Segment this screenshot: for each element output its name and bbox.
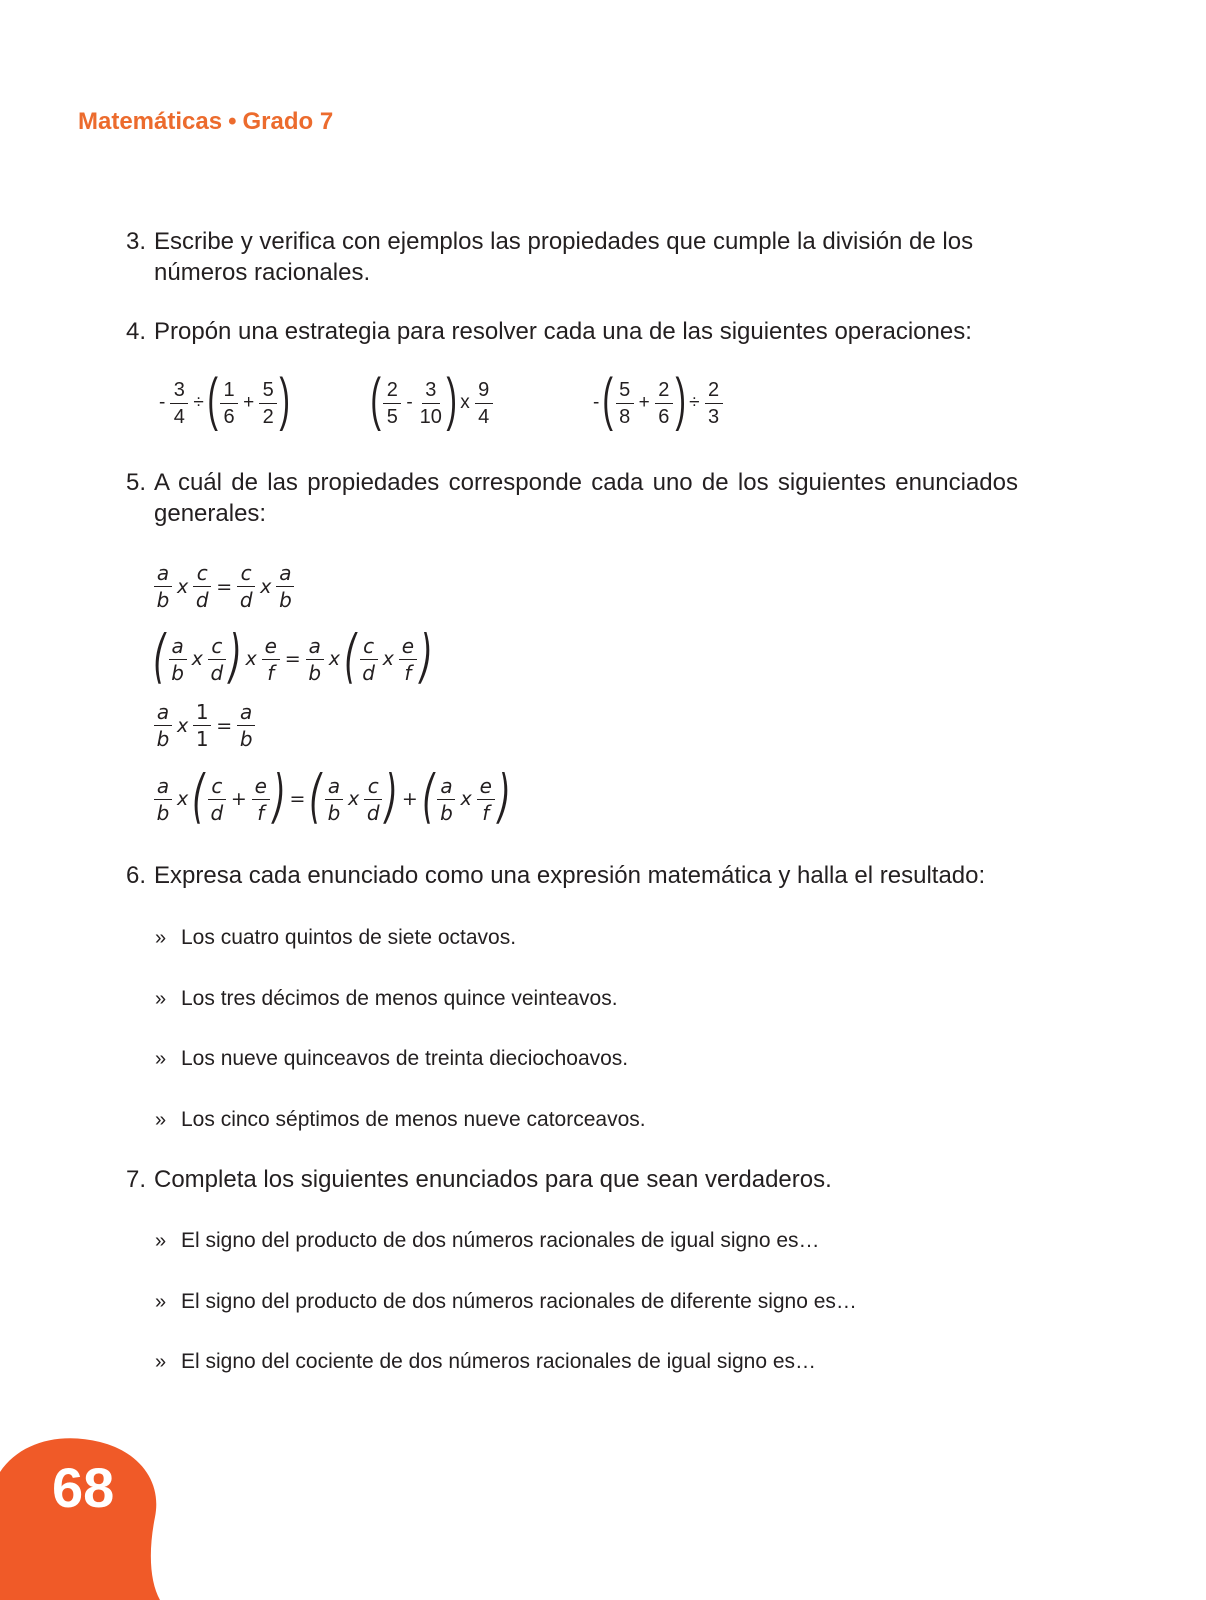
operator: x [460, 392, 470, 413]
question-number: 6. [126, 862, 147, 889]
question-3 [126, 226, 1026, 288]
operation-c [590, 367, 725, 432]
question-text: Propón una estrategia para resolver cada una de las siguientes operaciones: [154, 318, 972, 345]
operator: + [638, 392, 650, 413]
property-distributive: $\frac{a}{b}$ x ( $\frac{c}{d}$ + $\frac{e}{f}$ ) = ( $\frac{a}{b}$ x $\frac{c}{d}$ ) + ( $\frac{a}{b}$ x $\frac{e}{f}$ ) [152, 770, 511, 828]
list-item: » Los tres décimos de menos quince veinteavos. [155, 987, 618, 1010]
list-item: » Los cinco séptimos de menos nueve catorceavos. [155, 1108, 646, 1131]
question-number: 3. [126, 228, 147, 255]
fraction: $\frac{3}{10}$ [419, 378, 442, 428]
question-text: Completa los siguientes enunciados para que sean verdaderos. [154, 1166, 832, 1193]
minus-sign: - [159, 392, 166, 413]
question-6 [126, 860, 1026, 891]
left-paren: ( [602, 367, 614, 432]
operation-b [370, 367, 495, 432]
fraction: $\frac{2}{5}$ [383, 380, 401, 427]
fraction: $\frac{3}{4}$ [170, 380, 188, 427]
question-7 [126, 1164, 1026, 1195]
fraction: $\frac{1}{6}$ [220, 380, 238, 427]
right-paren: ) [279, 367, 291, 432]
list-item: » Los nueve quinceavos de treinta dieciochoavos. [155, 1047, 629, 1070]
operator: ÷ [689, 392, 700, 413]
fraction: $\frac{2}{6}$ [655, 380, 673, 427]
question-text: A cuál de las propiedades corresponde cada uno de los siguientes enunciados generales: [154, 469, 1018, 527]
list-item: » Los cuatro quintos de siete octavos. [155, 926, 517, 949]
fraction: $\frac{5}{2}$ [259, 380, 277, 427]
right-paren: ) [675, 367, 686, 432]
property-associative: ( $\frac{a}{b}$ x $\frac{c}{d}$ ) x $\frac{e}{f}$ = $\frac{a}{b}$ x ( $\frac{c}{d}$ x $\frac{e}{f}$ ) [153, 622, 433, 690]
header-separator: • [228, 108, 237, 135]
question-number: 4. [126, 318, 147, 345]
left-paren: ( [370, 367, 381, 432]
operator: - [406, 392, 413, 413]
fraction: $\frac{5}{8}$ [616, 380, 634, 427]
operation-a [156, 367, 291, 432]
list-item: » El signo del producto de dos números racionales de igual signo es… [155, 1229, 820, 1252]
header-subject: Matemáticas [78, 108, 223, 135]
operator: + [243, 392, 255, 413]
running-header [78, 108, 333, 136]
fraction: $\frac{9}{4}$ [475, 380, 493, 427]
property-commutative: $\frac{a}{b}$ x $\frac{c}{d}$ = $\frac{c}{d}$ x $\frac{a}{b}$ [152, 563, 296, 610]
fraction: $\frac{2}{3}$ [705, 380, 723, 427]
question-5 [126, 467, 1018, 529]
left-paren: ( [207, 367, 218, 432]
question-text: Escribe y verifica con ejemplos las propiedades que cumple la división de los números racionales. [154, 228, 974, 286]
right-paren: ) [446, 367, 457, 432]
page-number: 68 [52, 1456, 115, 1519]
operator: ÷ [193, 392, 204, 413]
list-item: » El signo del cociente de dos números racionales de igual signo es… [155, 1350, 817, 1373]
question-text: Expresa cada enunciado como una expresión matemática y halla el resultado: [154, 862, 986, 889]
property-identity: $\frac{a}{b}$ x $\frac{1}{1}$ = $\frac{a}{b}$ [152, 702, 257, 749]
list-item: » El signo del producto de dos números racionales de diferente signo es… [155, 1290, 857, 1313]
question-number: 7. [126, 1166, 147, 1193]
question-number: 5. [126, 469, 147, 496]
question-4 [126, 316, 1026, 347]
minus-sign: - [593, 392, 600, 413]
header-grade: Grado 7 [242, 108, 334, 135]
